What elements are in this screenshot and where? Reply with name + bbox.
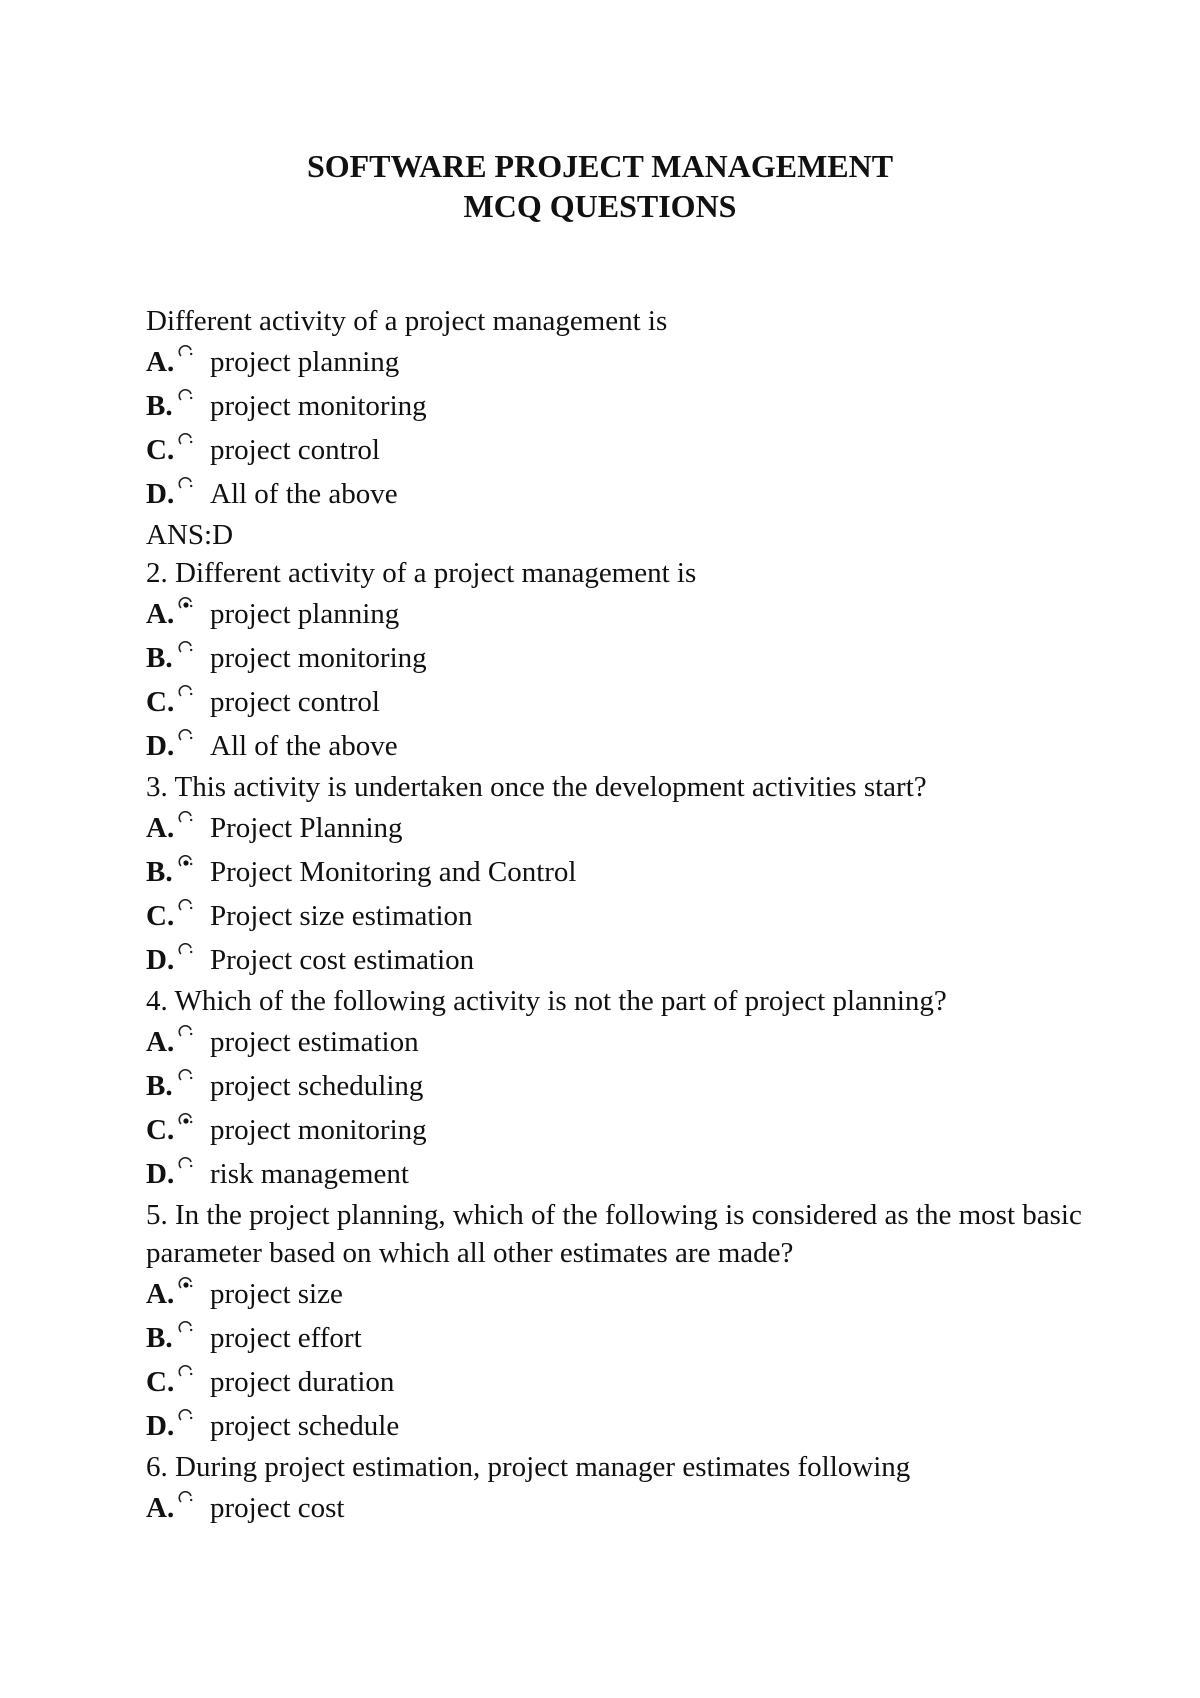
question-block [146, 768, 1086, 982]
radio-icon[interactable] [178, 899, 194, 915]
option-letter: A. [146, 597, 175, 630]
answer-key: ANS:D [146, 519, 234, 551]
answer-option[interactable] [146, 1020, 1086, 1064]
radio-icon[interactable] [178, 389, 194, 405]
option-text: All of the above [210, 729, 398, 762]
radio-icon[interactable] [178, 1321, 194, 1337]
option-letter: B. [146, 641, 173, 674]
option-letter: C. [146, 685, 175, 718]
answer-option[interactable] [146, 1272, 1086, 1316]
radio-icon[interactable] [178, 345, 194, 361]
answer-option[interactable] [146, 1486, 1086, 1530]
answer-option[interactable] [146, 384, 1086, 428]
answer-option[interactable] [146, 340, 1086, 384]
option-text: project planning [210, 597, 400, 630]
radio-icon[interactable] [178, 1069, 194, 1085]
question-text: 6. During project estimation, project manager estimates following [146, 1451, 911, 1483]
question-block [146, 1448, 1086, 1530]
answer-option[interactable] [146, 850, 1086, 894]
radio-selected-icon[interactable] [178, 855, 194, 871]
question-block [146, 1196, 1086, 1448]
option-letter: D. [146, 729, 175, 762]
option-letter: C. [146, 899, 175, 932]
answer-option[interactable] [146, 428, 1086, 472]
radio-icon[interactable] [178, 729, 194, 745]
radio-icon[interactable] [178, 1491, 194, 1507]
radio-icon[interactable] [178, 685, 194, 701]
option-text: project estimation [210, 1025, 419, 1058]
radio-icon[interactable] [178, 433, 194, 449]
title-block [0, 146, 1200, 226]
answer-option[interactable] [146, 894, 1086, 938]
option-text: risk management [210, 1157, 409, 1190]
option-text: Project cost estimation [210, 943, 475, 976]
radio-icon[interactable] [178, 1365, 194, 1381]
option-letter: B. [146, 1321, 173, 1354]
option-text: project effort [210, 1321, 362, 1354]
question-text: 2. Different activity of a project management is [146, 557, 697, 589]
radio-selected-icon[interactable] [178, 1113, 194, 1129]
radio-icon[interactable] [178, 477, 194, 493]
questions-list [146, 302, 1086, 1530]
option-letter: C. [146, 433, 175, 466]
radio-icon[interactable] [178, 943, 194, 959]
answer-option[interactable] [146, 636, 1086, 680]
radio-icon[interactable] [178, 1157, 194, 1173]
radio-selected-icon[interactable] [178, 597, 194, 613]
option-text: project scheduling [210, 1069, 424, 1102]
option-letter: A. [146, 1025, 175, 1058]
option-letter: B. [146, 1069, 173, 1102]
option-letter: D. [146, 943, 175, 976]
option-letter: C. [146, 1365, 175, 1398]
answer-option[interactable] [146, 1108, 1086, 1152]
radio-icon[interactable] [178, 641, 194, 657]
answer-option[interactable] [146, 1360, 1086, 1404]
radio-selected-icon[interactable] [178, 1277, 194, 1293]
question-block [146, 302, 1086, 554]
question-text: Different activity of a project management is [146, 305, 668, 337]
option-text: project planning [210, 345, 400, 378]
option-letter: A. [146, 811, 175, 844]
option-letter: A. [146, 1277, 175, 1310]
answer-option[interactable] [146, 592, 1086, 636]
document-subtitle: MCQ QUESTIONS [463, 188, 737, 224]
answer-option[interactable] [146, 724, 1086, 768]
answer-option[interactable] [146, 1404, 1086, 1448]
question-block [146, 982, 1086, 1196]
option-text: Project size estimation [210, 899, 473, 932]
option-text: project monitoring [210, 1113, 427, 1146]
option-text: Project Monitoring and Control [210, 855, 577, 888]
radio-icon[interactable] [178, 1409, 194, 1425]
option-letter: D. [146, 1409, 175, 1442]
option-text: project schedule [210, 1409, 400, 1442]
answer-option[interactable] [146, 1064, 1086, 1108]
radio-icon[interactable] [178, 811, 194, 827]
option-text: project monitoring [210, 641, 427, 674]
option-letter: A. [146, 345, 175, 378]
option-text: project monitoring [210, 389, 427, 422]
answer-option[interactable] [146, 1152, 1086, 1196]
question-block [146, 554, 1086, 768]
option-letter: B. [146, 389, 173, 422]
option-text: All of the above [210, 477, 398, 510]
answer-option[interactable] [146, 680, 1086, 724]
option-letter: D. [146, 1157, 175, 1190]
question-text: 3. This activity is undertaken once the development activities start? [146, 771, 927, 803]
option-text: project duration [210, 1365, 395, 1398]
option-text: project control [210, 433, 380, 466]
answer-option[interactable] [146, 472, 1086, 516]
option-letter: B. [146, 855, 173, 888]
question-text: 4. Which of the following activity is not the part of project planning? [146, 985, 947, 1017]
option-text: project cost [210, 1491, 345, 1524]
option-text: project size [210, 1277, 343, 1310]
option-text: project control [210, 685, 380, 718]
option-text: Project Planning [210, 811, 403, 844]
option-letter: D. [146, 477, 175, 510]
radio-icon[interactable] [178, 1025, 194, 1041]
answer-option[interactable] [146, 938, 1086, 982]
option-letter: C. [146, 1113, 175, 1146]
option-letter: A. [146, 1491, 175, 1524]
answer-option[interactable] [146, 806, 1086, 850]
question-text: 5. In the project planning, which of the following is considered as the most basic parameter based on which all other estimates are made? [146, 1199, 1082, 1269]
document-title: SOFTWARE PROJECT MANAGEMENT [306, 148, 894, 184]
answer-option[interactable] [146, 1316, 1086, 1360]
